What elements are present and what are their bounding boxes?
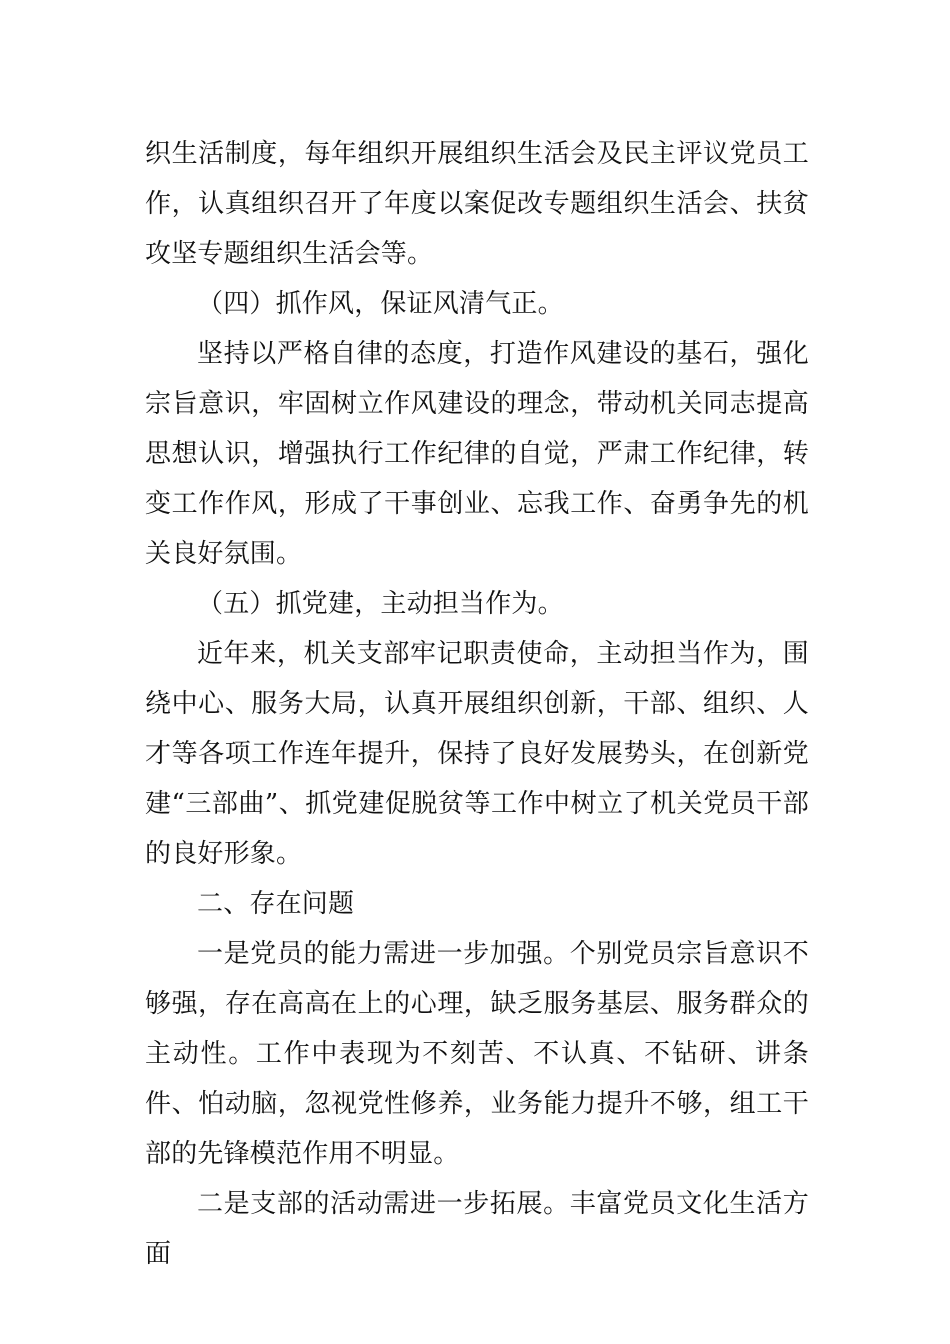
- paragraph-problem-one: 一是党员的能力需进一步加强。个别党员宗旨意识不够强，存在高高在上的心理，缺乏服务基层、服务群众的主动性。工作中表现为不刻苦、不认真、不钻研、讲条件、怕动脑，忽视党性修养，业务能力提升不够，组工干部的先锋模范作用不明显。: [145, 939, 809, 1169]
- document-body: [145, 129, 809, 1279]
- heading-party-building: （五）抓党建，主动担当作为。: [197, 589, 564, 619]
- paragraph-work-style: 坚持以严格自律的态度，打造作风建设的基石，强化宗旨意识，牢固树立作风建设的理念，带动机关同志提高思想认识，增强执行工作纪律的自觉，严肃工作纪律，转变工作作风，形成了干事创业、忘我工作、奋勇争先的机关良好氛围。: [145, 339, 809, 569]
- paragraph-org-life-system: 织生活制度，每年组织开展组织生活会及民主评议党员工作，认真组织召开了年度以案促改专题组织生活会、扶贫攻坚专题组织生活会等。: [145, 139, 809, 269]
- paragraph-problem-two: 二是支部的活动需进一步拓展。丰富党员文化生活方面: [145, 1189, 809, 1269]
- heading-work-style: （四）抓作风，保证风清气正。: [197, 289, 564, 319]
- heading-existing-problems: 二、存在问题: [197, 889, 355, 919]
- paragraph-party-building: 近年来，机关支部牢记职责使命，主动担当作为，围绕中心、服务大局，认真开展组织创新，干部、组织、人才等各项工作连年提升，保持了良好发展势头，在创新党建“三部曲”、抓党建促脱贫等工作中树立了机关党员干部的良好形象。: [145, 639, 809, 869]
